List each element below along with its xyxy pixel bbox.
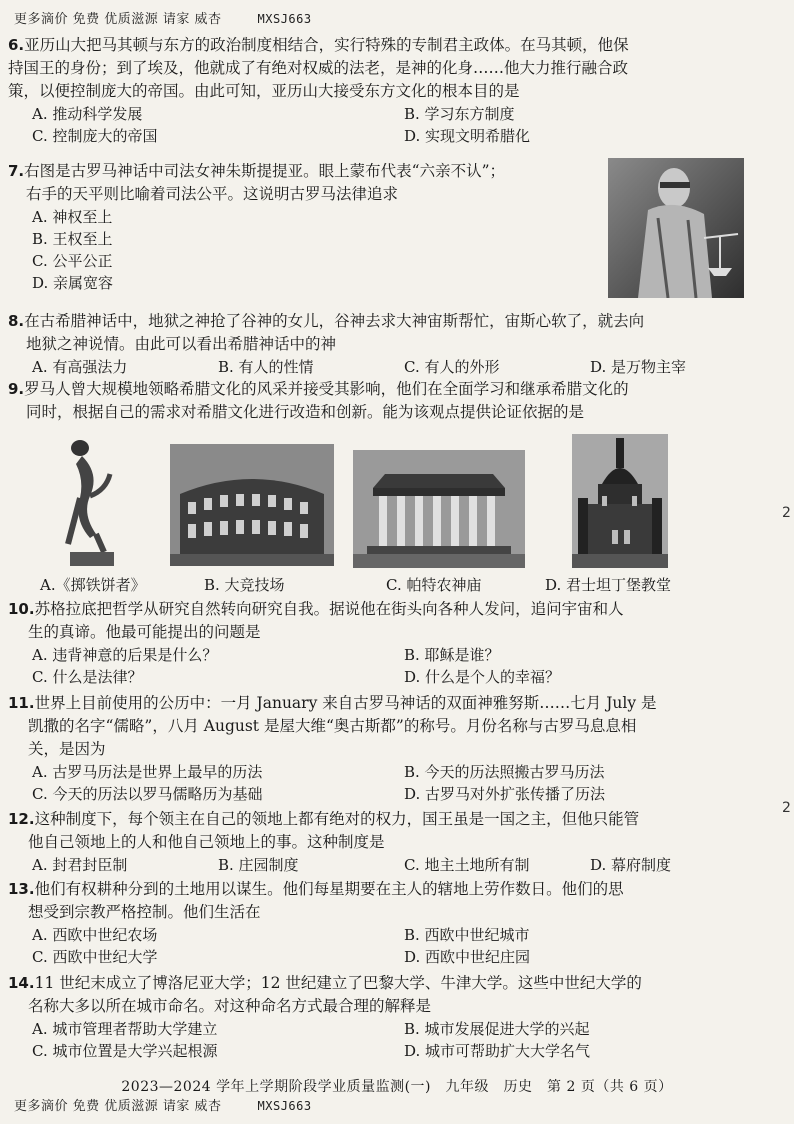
option-a[interactable]: A. 神权至上 [32,208,113,226]
option-b[interactable]: B. 城市发展促进大学的兴起 [404,1020,590,1038]
question-number: 8. [8,312,25,330]
option-a[interactable]: A. 封君封臣制 [32,856,128,874]
constantinople-church-image [572,434,668,568]
options-row [8,356,776,378]
options-row [8,272,608,294]
options-row [8,228,608,250]
question-number: 11. [8,694,35,712]
options-row [8,924,776,946]
edge-mark: 2 [782,800,791,816]
option-d[interactable]: D. 是万物主宰 [590,358,687,376]
option-d[interactable]: D. 什么是个人的幸福？ [404,668,561,686]
question-stem: 地狱之神说情。由此可以看出希腊神话中的神 [26,335,337,353]
discobolus-image [60,434,122,568]
watermark-header [14,8,312,27]
question-6 [8,34,776,147]
option-d[interactable]: D. 古罗马对外扩张传播了历法 [404,785,606,803]
options-row [8,854,776,876]
option-a[interactable]: A. 违背神意的后果是什么？ [32,646,218,664]
option-d[interactable]: D. 实现文明希腊化 [404,127,531,145]
question-stem: 想受到宗教严格控制。他们生活在 [28,903,261,921]
option-a[interactable]: A. 有高强法力 [32,358,128,376]
option-c[interactable]: C. 有人的外形 [404,358,500,376]
option-a[interactable]: A. 推动科学发展 [32,105,143,123]
question-stem: 同时，根据自己的需求对希腊文化进行改造和创新。能为该观点提供论证依据的是 [26,403,585,421]
option-b[interactable]: B. 庄园制度 [218,856,299,874]
options-row [8,644,776,666]
page-footer: 2023—2024 学年上学期阶段学业质量监测(一) 九年级 历史 第 2 页（共 6 页） [121,1079,673,1095]
option-b[interactable]: B. 耶稣是谁？ [404,646,500,664]
option-b[interactable]: B. 西欧中世纪城市 [404,926,530,944]
option-c[interactable]: C. 帕特农神庙 [386,576,482,594]
justitia-statue-image [608,158,744,298]
question-number: 6. [8,36,25,54]
question-11 [8,692,776,805]
question-number: 12. [8,810,35,828]
question-stem: 策，以便控制庞大的帝国。由此可知，亚历山大接受东方文化的根本目的是 [8,82,520,100]
option-b[interactable]: B. 王权至上 [32,230,113,248]
question-number: 14. [8,974,35,992]
question-stem: 生的真谛。他最可能提出的问题是 [28,623,261,641]
option-d[interactable]: D. 亲属宽容 [32,274,114,292]
options-row [8,783,776,805]
question-13 [8,878,776,968]
question-stem: 这种制度下，每个领主在自己的领地上都有绝对的权力，国王虽是一国之主，但他只能管 [34,810,640,828]
watermark-text: 更多滴价 免费 优质滋源 请家 威杏 [14,1099,222,1114]
question-stem: 11 世纪末成立了博洛尼亚大学；12 世纪建立了巴黎大学、牛津大学。这些中世纪大学的 [34,974,642,992]
question-stem: 亚历山大把马其顿与东方的政治制度相结合，实行特殊的专制君主政体。在马其顿，他保 [24,36,629,54]
option-d[interactable]: D. 幕府制度 [590,856,672,874]
option-d[interactable]: D. 西欧中世纪庄园 [404,948,531,966]
options-row [8,1018,776,1040]
question-number: 7. [8,162,25,180]
options-row [8,666,776,688]
option-c[interactable]: C. 地主土地所有制 [404,856,530,874]
watermark-code: MXSJ663 [257,1099,312,1113]
edge-mark: 2 [782,505,791,521]
question-number: 13. [8,880,35,898]
option-c[interactable]: C. 控制庞大的帝国 [32,127,158,145]
question-stem: 罗马人曾大规模地领略希腊文化的风采并接受其影响，他们在全面学习和继承希腊文化的 [24,380,629,398]
option-b[interactable]: B. 有人的性情 [218,358,314,376]
question-stem: 他自己领地上的人和他自己领地上的事。这种制度是 [28,833,385,851]
colosseum-image [170,444,334,566]
question-10 [8,598,776,688]
options-row [8,761,776,783]
option-a[interactable]: A.《掷铁饼者》 [40,576,146,594]
watermark-code: MXSJ663 [257,12,312,26]
question-8 [8,310,776,378]
question-stem: 右图是古罗马神话中司法女神朱斯提提亚。眼上蒙布代表“六亲不认”； [24,162,505,180]
options-row [8,1040,776,1062]
parthenon-image [353,450,525,568]
question-7 [8,160,608,294]
question-stem: 他们有权耕种分到的土地用以谋生。他们每星期要在主人的辖地上劳作数日。他们的思 [34,880,624,898]
option-c[interactable]: C. 今天的历法以罗马儒略历为基础 [32,785,263,803]
question-stem: 持国王的身份；到了埃及，他就成了有绝对权威的法老，是神的化身……他大力推行融合政 [8,59,629,77]
question-14 [8,972,776,1062]
watermark-text: 更多滴价 免费 优质滋源 请家 威杏 [14,12,222,27]
question-stem: 在古希腊神话中，地狱之神抢了谷神的女儿，谷神去求大神宙斯帮忙，宙斯心软了，就去向 [24,312,645,330]
options-row [8,250,608,272]
question-number: 10. [8,600,35,618]
question-stem: 名称大多以所在城市命名。对这种命名方式最合理的解释是 [28,997,432,1015]
option-a[interactable]: A. 西欧中世纪农场 [32,926,158,944]
options-row [8,946,776,968]
option-b[interactable]: B. 大竞技场 [204,576,285,594]
question-9 [8,378,776,424]
option-c[interactable]: C. 什么是法律？ [32,668,143,686]
question-stem: 世界上目前使用的公历中：一月 January 来自古罗马神话的双面神雅努斯……七月 July 是 [34,694,657,712]
option-a[interactable]: A. 城市管理者帮助大学建立 [32,1020,218,1038]
question-12 [8,808,776,876]
question-stem: 凯撒的名字“儒略”，八月 August 是屋大维“奥古斯都”的称号。月份名称与古罗马息息相 [28,717,637,735]
option-c[interactable]: C. 公平公正 [32,252,113,270]
watermark-footer [14,1095,312,1114]
option-d[interactable]: D. 君士坦丁堡教堂 [545,576,672,594]
options-row [8,206,608,228]
option-c[interactable]: C. 城市位置是大学兴起根源 [32,1042,218,1060]
question-number: 9. [8,380,25,398]
question-stem: 关，是因为 [28,740,106,758]
option-b[interactable]: B. 学习东方制度 [404,105,515,123]
options-row [8,103,776,125]
option-a[interactable]: A. 古罗马历法是世界上最早的历法 [32,763,263,781]
options-row [8,125,776,147]
option-c[interactable]: C. 西欧中世纪大学 [32,948,158,966]
option-d[interactable]: D. 城市可帮助扩大大学名气 [404,1042,591,1060]
question-stem: 苏格拉底把哲学从研究自然转向研究自我。据说他在街头向各种人发问，追问宇宙和人 [34,600,624,618]
option-b[interactable]: B. 今天的历法照搬古罗马历法 [404,763,605,781]
question-stem: 右手的天平则比喻着司法公平。这说明古罗马法律追求 [26,185,399,203]
